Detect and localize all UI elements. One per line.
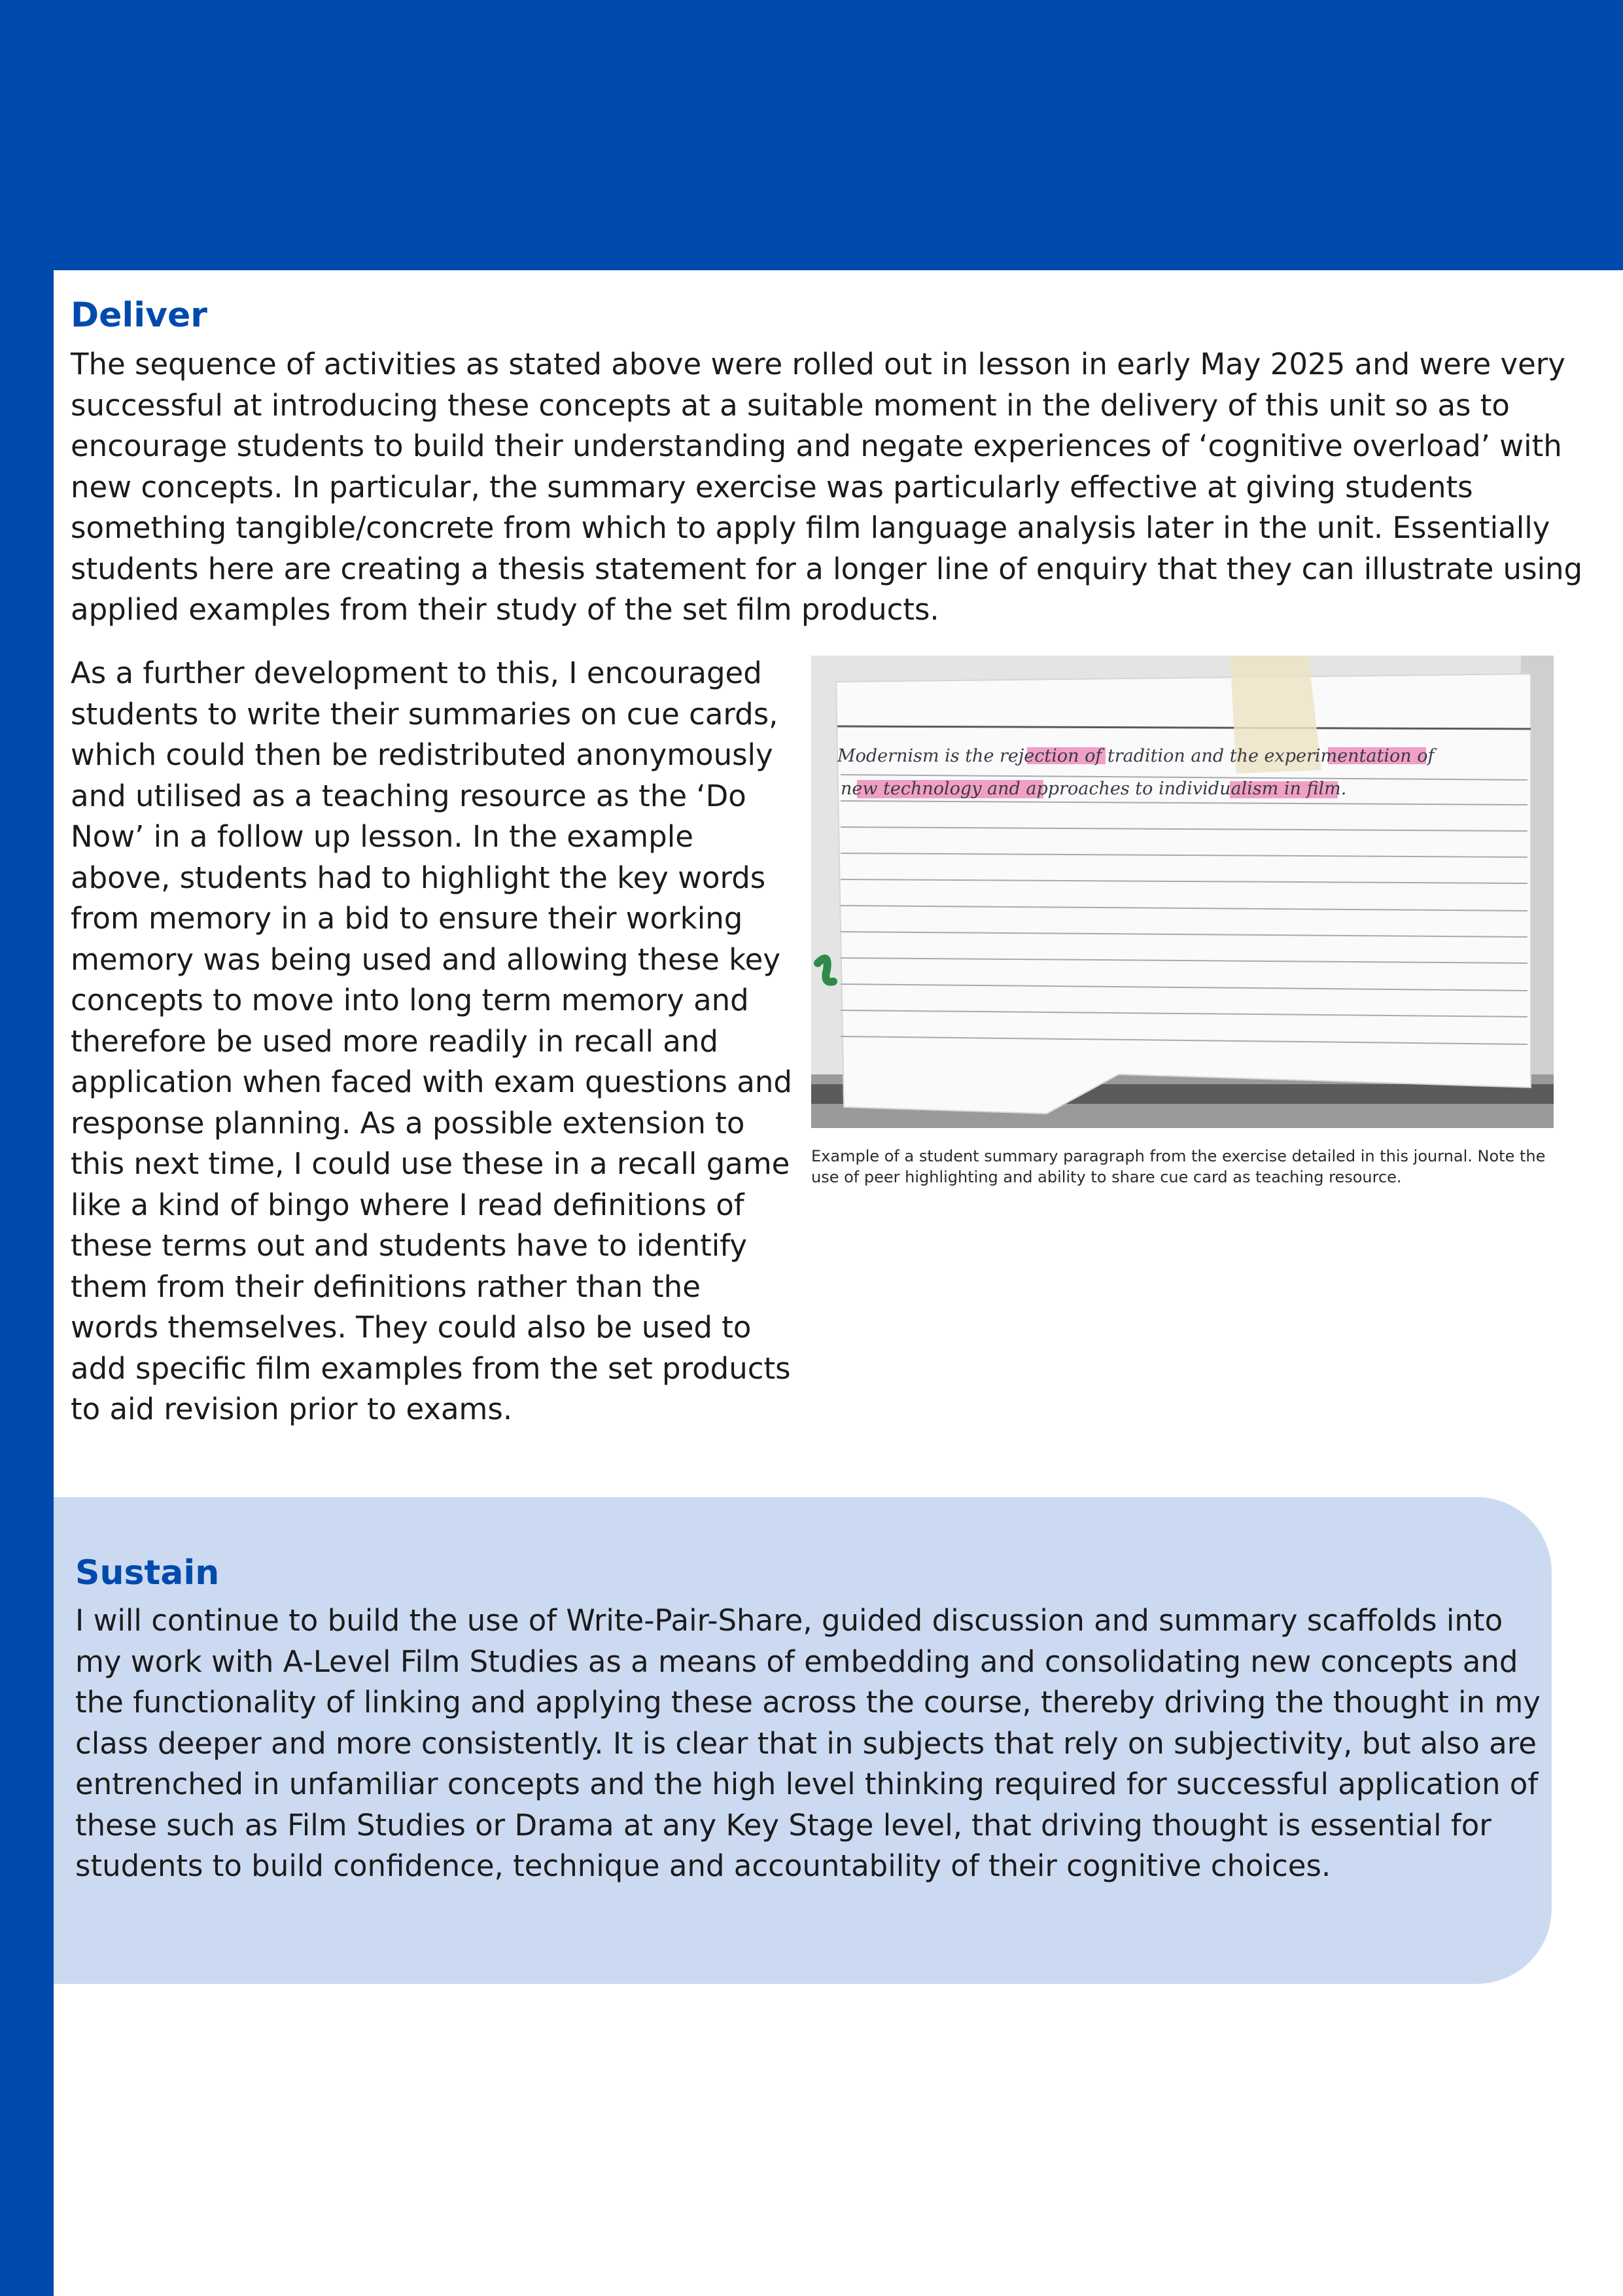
sustain-paragraph: I will continue to build the use of Write-Pair-Share, guided discussion and summary scaffolds into my work with A-Level Film Studies as a means of embedding and consolidating new concepts and the functionality of linking and applying these across the course, thereby driving the thought in my class deeper and more consistently. It is clear that in subjects that rely on subjectivity, but also are entrenched in unfamiliar concepts and the high level thinking required for successful application of these such as Film Studies or Drama at any Key Stage level, that driving thought is essential for students to build confidence, technique and accountability of their cognitive choices. [75,1603,1541,1883]
left-margin-band [0,0,54,2296]
deliver-paragraph-1: The sequence of activities as stated above were rolled out in lesson in early May 2025 and were very successful at introducing these concepts at a suitable moment in the delivery of this unit so as to encourage students to build their understanding and negate experiences of ‘cognitive overload’ with new concepts. In particular, the summary exercise was particularly effective at giving students something tangible/concrete from which to apply film language analysis later in the unit. Essentially students here are creating a thesis statement for a longer line of enquiry that they can illustrate using applied examples from their study of the set film products. [71,347,1583,627]
header-band [0,0,1623,270]
deliver-paragraph-2: As a further development to this, I encouraged students to write their summaries on cue cards, which could then be redistributed anonymously and utilised as a teaching resource as the ‘Do Now’ in a follow up lesson. In the example above, students had to highlight the key words from memory in a bid to ensure their working memory was being used and allowing these key concepts to move into long term memory and therefore be used more readily in recall and application when faced with exam questions and response planning. As a possible extension to this next time, I could use these in a recall game like a kind of bingo where I read definitions of these terms out and students have to identify them from their definitions rather than the words themselves. They could also be used to add specific film examples from the set products to aid revision prior to exams. [71,656,792,1426]
photo-caption: Example of a student summary paragraph from the exercise detailed in this journal. Note the use of peer highlighting and ability to share cue card as teaching resource. [811,1147,1546,1186]
sustain-heading: Sustain [75,1553,220,1593]
deliver-heading: Deliver [71,296,207,335]
card-line-2: new technology and approaches to individualism in film. [841,779,1347,799]
cue-card [836,674,1531,1114]
cue-card-photo [811,656,1554,1128]
card-line-1: Modernism is the rejection of tradition and the experimentation of [837,746,1435,766]
